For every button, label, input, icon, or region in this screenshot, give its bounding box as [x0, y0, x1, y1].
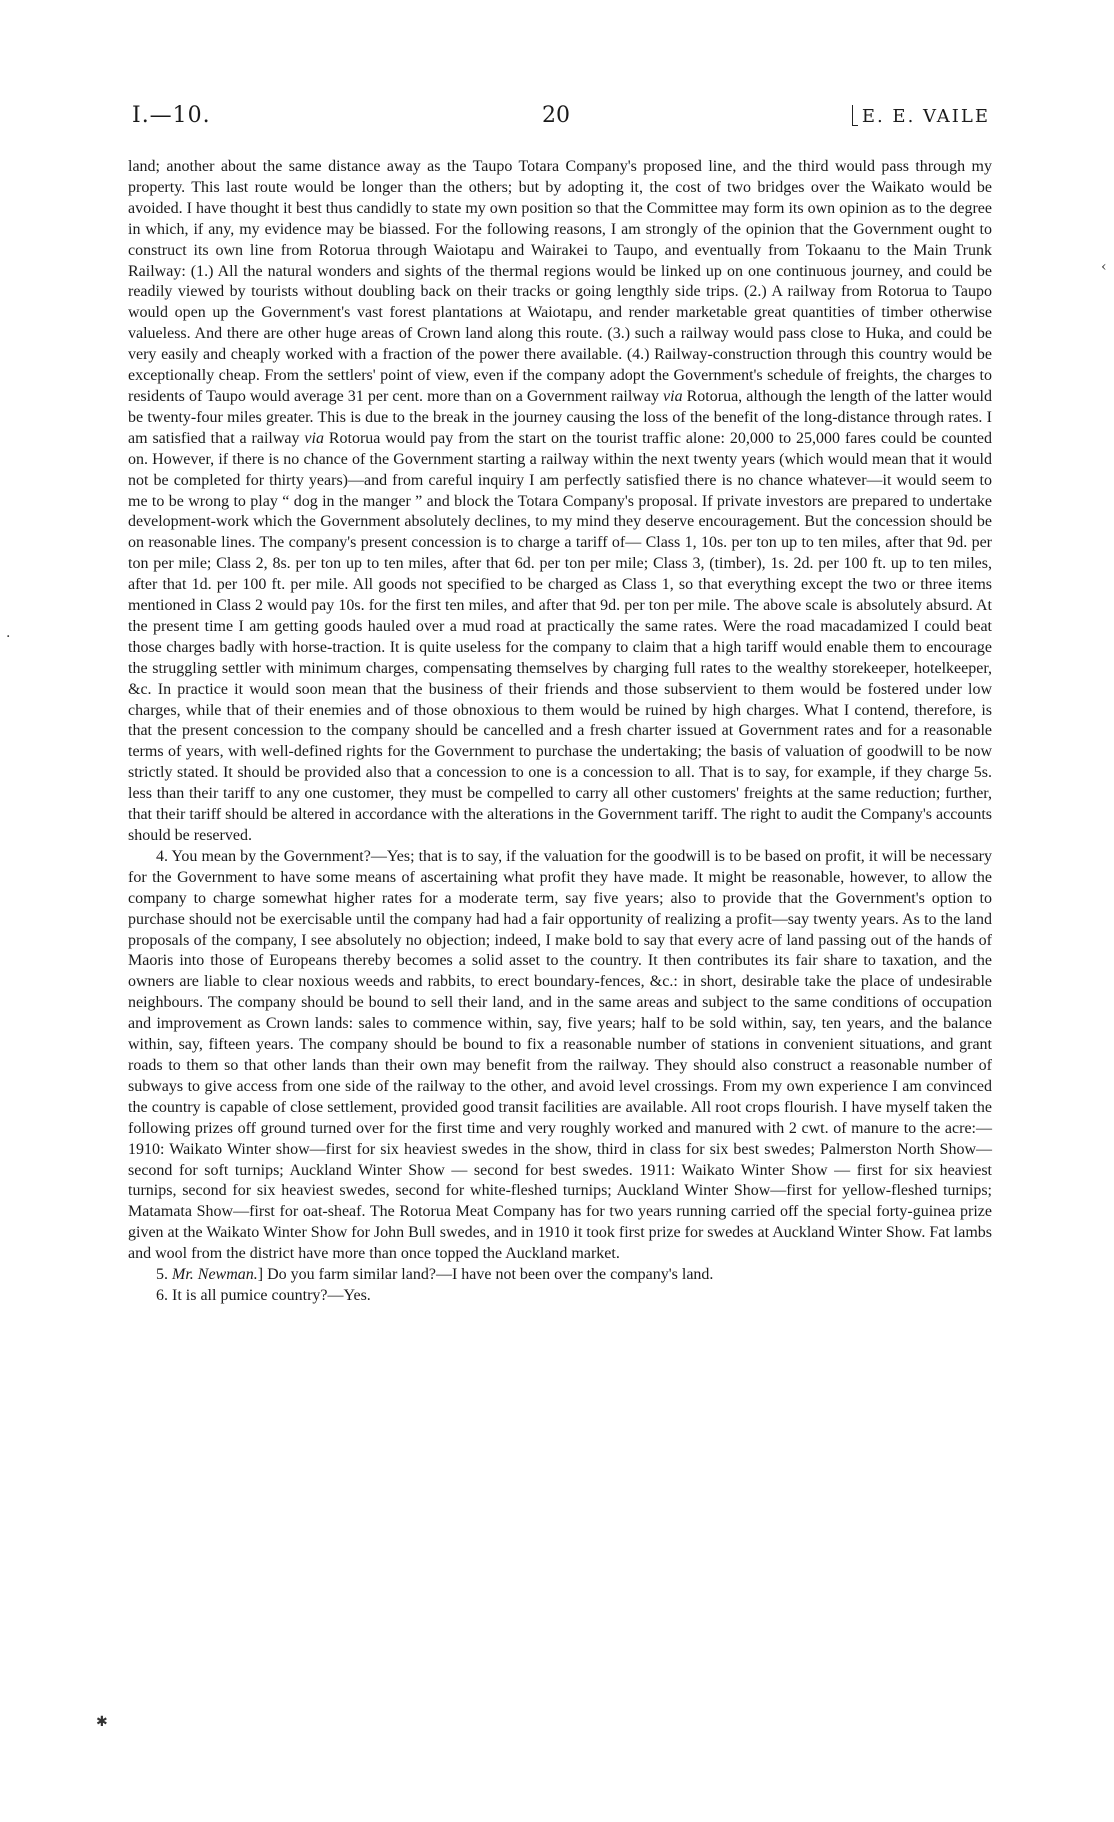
margin-mark-right: ‹ — [1101, 259, 1107, 275]
document-reference: I.—10. — [132, 103, 211, 128]
bracket-mark — [852, 105, 858, 126]
margin-mark-left: · — [6, 629, 11, 645]
text-segment: Rotorua, although the length of the latter would be twenty-four miles greater. This is due to the break in the journey causing the loss of the benefit of the long-distance through rates. I am satisfied that a railway — [128, 387, 992, 447]
text-segment: ] Do you farm similar land?—I have not been over the company's land. — [257, 1266, 714, 1284]
paragraph — [128, 157, 992, 847]
text-segment: 4. You mean by the Government?—Yes; that is to say, if the valuation for the goodwill is to be based on profit, it will be necessary for the Government to have some means of ascertaining what profit they have made. It might be reasonable, however, to allow the company to charge somewhat higher rates for a moderate term, say five years; also to provide that the Government's option to purchase should not be exercisable until the company had had a fair opportunity of realizing a profit—say twenty years. As to the land proposals of the company, I see absolutely no objection; indeed, I make bold to say that every acre of land passing out of the hands of Maoris into those of Europeans thereby becomes a solid asset to the country. It then contributes its fair share to taxation, and the owners are liable to clear noxious weeds and rabbits, to erect boundary-fences, &c.: in short, desirable take the place of undesirable neighbours. The company should be bound to sell their land, and in the same areas and subject to the same conditions of occupation and improvement as Crown lands: sales to commence within, say, five years; half to be sold within, say, ten years, and the balance within, say, fifteen years. The company should be bound to fix a reasonable number of stations in convenient situations, and grant roads to them so that other lands than their own may benefit from the railway. They should also construct a reasonable number of subways to give access from one side of the railway to the other, and avoid level crossings. From my own experience I am convinced the country is capable of close settlement, provided good transit facilities are available. All root crops flourish. I have myself taken the following prizes off ground turned over for the first time and very roughly worked and manured with 2 cwt. of manure to the acre:—1910: Waikato Winter show—first for six heaviest swedes in the show, third in class for six best swedes; Palmerston North Show—second for soft turnips; Auckland Winter Show — second for best swedes. 1911: Waikato Winter Show — first for six heaviest turnips, second for six heaviest swedes, second for white-fleshed turnips; Auckland Winter Show—first for yellow-fleshed turnips; Matamata Show—first for oat-sheaf. The Rotorua Meat Company has for two years running carried off the special forty-guinea prize given at the Waikato Winter Show for John Bull swedes, and in 1910 it took first prize for swedes at Auckland Winter Show. Fat lambs and wool from the district have more than once topped the Auckland market. — [128, 847, 992, 1263]
page-header — [0, 103, 1114, 135]
text-segment: 6. It is all pumice country?—Yes. — [156, 1286, 371, 1304]
text-segment: Rotorua would pay from the start on the tourist traffic alone: 20,000 to 25,000 fares could be counted on. However, if there is no chance of the Government starting a railway within the next twenty years (which would mean that it would not be completed for thirty years)—and from careful inquiry I am perfectly satisfied there is no chance whatever—it would seem to me to be wrong to play “ dog in the manger ” and block the Totara Company's proposal. If private investors are prepared to undertake development-work which the Government absolutely declines, to my mind they deserve encouragement. But the concession should be on reasonable lines. The company's present concession is to charge a tariff of— Class 1, 10s. per ton up to ten miles, after that 9d. per ton per mile; Class 2, 8s. per ton up to ten miles, after that 6d. per ton per mile; Class 3, (timber), 1s. 2d. per 100 ft. up to ten miles, after that 1d. per 100 ft. per mile. All goods not specified to be charged as Class 1, so that everything except the two or three items mentioned in Class 2 would pay 10s. for the first ten miles, and after that 9d. per ton per mile. The above scale is absolutely absurd. At the present time I am getting goods hauled over a mud road at practically the same rates. Were the road macadamized I could beat those charges badly with horse-traction. It is quite useless for the company to claim that a high tariff would enable them to encourage the struggling settler with minimum charges, compensating themselves by charging full rates to the wealthy storekeeper, hotelkeeper, &c. In practice it would soon mean that the business of their friends and those subservient to them would be fostered under low charges, while that of their enemies and of those obnoxious to them would be ruined by high charges. What I contend, therefore, is that the present concession to the company should be cancelled and a fresh charter issued at Government rates and for a reasonable terms of years, with well-defined rights for the Government to purchase the undertaking; the basis of valuation of goodwill to be now strictly stated. It should be provided also that a concession to one is a concession to all. That is to say, for example, if they charge 5s. less than their tariff to any one customer, they must be compelled to carry all other customers' freights at the same reduction; further, that their tariff should be altered in accordance with the alterations in the Government tariff. The right to audit the Company's accounts should be reserved. — [128, 429, 993, 844]
speaker-name-block — [852, 105, 990, 127]
italic-text: Mr. Newman. — [172, 1266, 258, 1284]
speaker-name: E. E. VAILE — [861, 106, 990, 127]
italic-text: via — [304, 429, 324, 447]
text-segment: land; another about the same distance away as the Taupo Totara Company's proposed line, and the third would pass through my property. This last route would be longer than the others; but by adopting it, the cost of two bridges over the Waikato would be avoided. I have thought it best thus candidly to state my own position so that the Committee may form its own opinion as to the degree in which, if any, my evidence may be biassed. For the following reasons, I am strongly of the opinion that the Government ought to construct its own line from Rotorua through Waiotapu and Wairakei to Taupo, and eventually from Tokaanu to the Main Trunk Railway: (1.) All the natural wonders and sights of the thermal regions would be linked up on one continuous journey, and could be readily viewed by tourists without doubling back on their tracks or going lengthly side trips. (2.) A railway from Rotorua to Taupo would open up the Government's vast forest plantations at Waiotapu, and render marketable great quantities of timber otherwise valueless. And there are other huge areas of Crown land along this route. (3.) such a railway would pass close to Huka, and could be very easily and cheaply worked with a fraction of the power there available. (4.) Railway-construction through this country would be exceptionally cheap. From the settlers' point of view, even if the company adopt the Government's schedule of freights, the charges to residents of Taupo would average 31 per cent. more than on a Government railway — [128, 158, 992, 405]
margin-mark-bullet: ✱ — [96, 1714, 108, 1730]
paragraph — [128, 1265, 992, 1286]
paragraph — [128, 847, 992, 1265]
body-text — [128, 157, 992, 1307]
page-number: 20 — [542, 103, 570, 128]
text-segment: 5. — [156, 1266, 172, 1284]
paragraph — [128, 1286, 992, 1307]
italic-text: via — [663, 387, 683, 405]
